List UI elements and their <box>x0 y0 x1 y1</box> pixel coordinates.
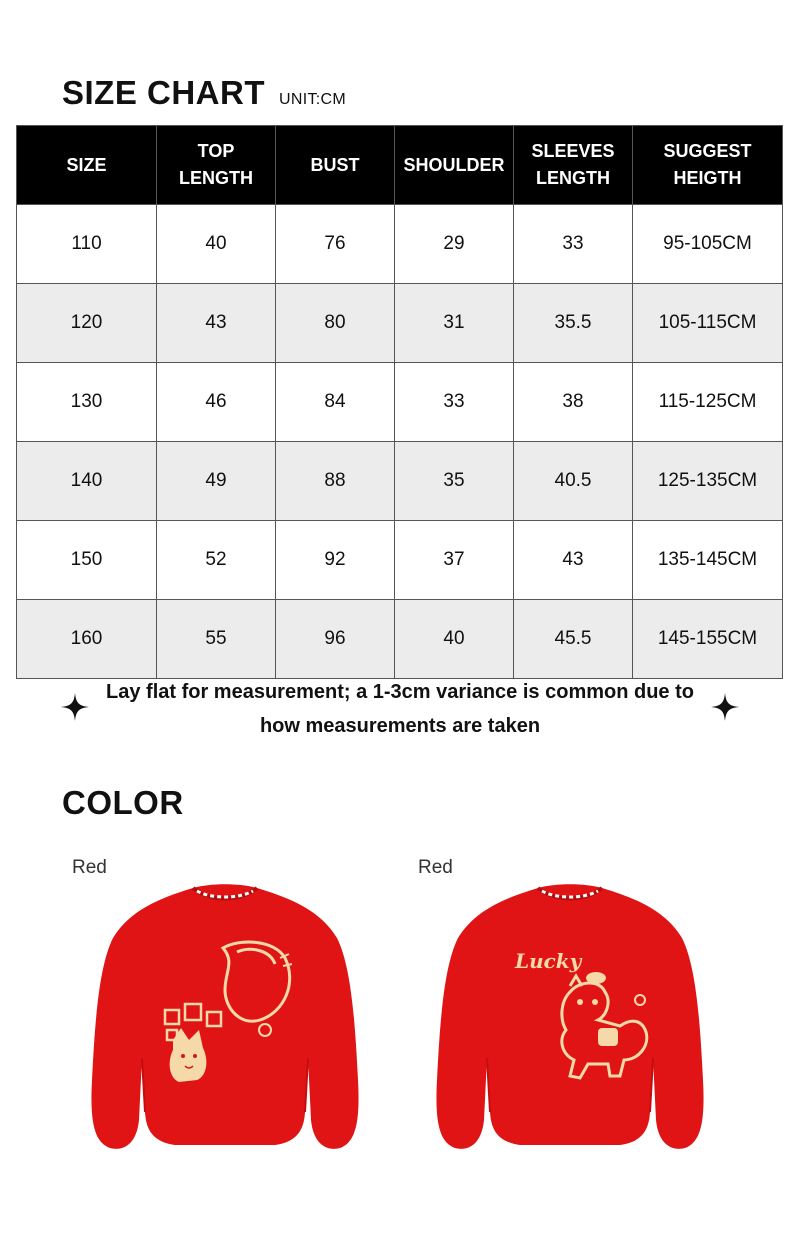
cell-suggest-height: 105-115CM <box>633 284 783 363</box>
cell-size: 120 <box>17 284 157 363</box>
cell-bust: 84 <box>276 363 395 442</box>
cell-sleeves-length: 45.5 <box>514 600 633 679</box>
column-header-sleeves-length: SLEEVES LENGTH <box>514 126 633 205</box>
cell-bust: 80 <box>276 284 395 363</box>
cell-sleeves-length: 35.5 <box>514 284 633 363</box>
red-sweatshirt-image-2 <box>420 880 710 1160</box>
cell-shoulder: 37 <box>395 521 514 600</box>
cell-top-length: 40 <box>157 205 276 284</box>
cell-size: 110 <box>17 205 157 284</box>
table-row <box>17 600 783 679</box>
cell-bust: 76 <box>276 205 395 284</box>
table-row <box>17 284 783 363</box>
sparkle-icon <box>60 692 90 722</box>
cell-size: 150 <box>17 521 157 600</box>
column-header-top-length: TOP LENGTH <box>157 126 276 205</box>
cell-size: 160 <box>17 600 157 679</box>
cell-shoulder: 31 <box>395 284 514 363</box>
column-header-bust: BUST <box>276 126 395 205</box>
cell-top-length: 43 <box>157 284 276 363</box>
column-header-suggest-height: SUGGEST HEIGTH <box>633 126 783 205</box>
column-header-shoulder: SHOULDER <box>395 126 514 205</box>
lucky-print-text: Lucky <box>515 949 582 973</box>
cell-bust: 92 <box>276 521 395 600</box>
cell-top-length: 52 <box>157 521 276 600</box>
measurement-note <box>60 675 740 743</box>
cell-suggest-height: 115-125CM <box>633 363 783 442</box>
table-row <box>17 521 783 600</box>
size-chart-title: SIZE CHART <box>62 74 265 111</box>
cell-top-length: 46 <box>157 363 276 442</box>
color-label-2: Red <box>418 857 453 878</box>
unit-label: UNIT:CM <box>279 91 346 108</box>
table-header-row <box>17 126 783 205</box>
color-section-title: COLOR <box>62 784 184 821</box>
table-row <box>17 363 783 442</box>
cell-top-length: 49 <box>157 442 276 521</box>
cell-suggest-height: 125-135CM <box>633 442 783 521</box>
cell-shoulder: 29 <box>395 205 514 284</box>
table-row <box>17 442 783 521</box>
size-table <box>16 125 783 679</box>
column-header-size: SIZE <box>17 126 157 205</box>
cell-top-length: 55 <box>157 600 276 679</box>
sparkle-icon <box>710 692 740 722</box>
cell-suggest-height: 95-105CM <box>633 205 783 284</box>
red-sweatshirt-image-1 <box>75 880 365 1160</box>
cell-sleeves-length: 43 <box>514 521 633 600</box>
cell-size: 140 <box>17 442 157 521</box>
cell-bust: 96 <box>276 600 395 679</box>
cell-suggest-height: 135-145CM <box>633 521 783 600</box>
cell-shoulder: 33 <box>395 363 514 442</box>
cell-suggest-height: 145-155CM <box>633 600 783 679</box>
cell-sleeves-length: 40.5 <box>514 442 633 521</box>
cell-size: 130 <box>17 363 157 442</box>
table-row <box>17 205 783 284</box>
cell-bust: 88 <box>276 442 395 521</box>
cell-sleeves-length: 33 <box>514 205 633 284</box>
cell-shoulder: 35 <box>395 442 514 521</box>
cell-shoulder: 40 <box>395 600 514 679</box>
measurement-note-text: Lay flat for measurement; a 1-3cm variance is common due to how measurements are taken <box>106 681 694 737</box>
cell-sleeves-length: 38 <box>514 363 633 442</box>
size-chart-header <box>62 74 346 112</box>
color-label-1: Red <box>72 857 107 878</box>
